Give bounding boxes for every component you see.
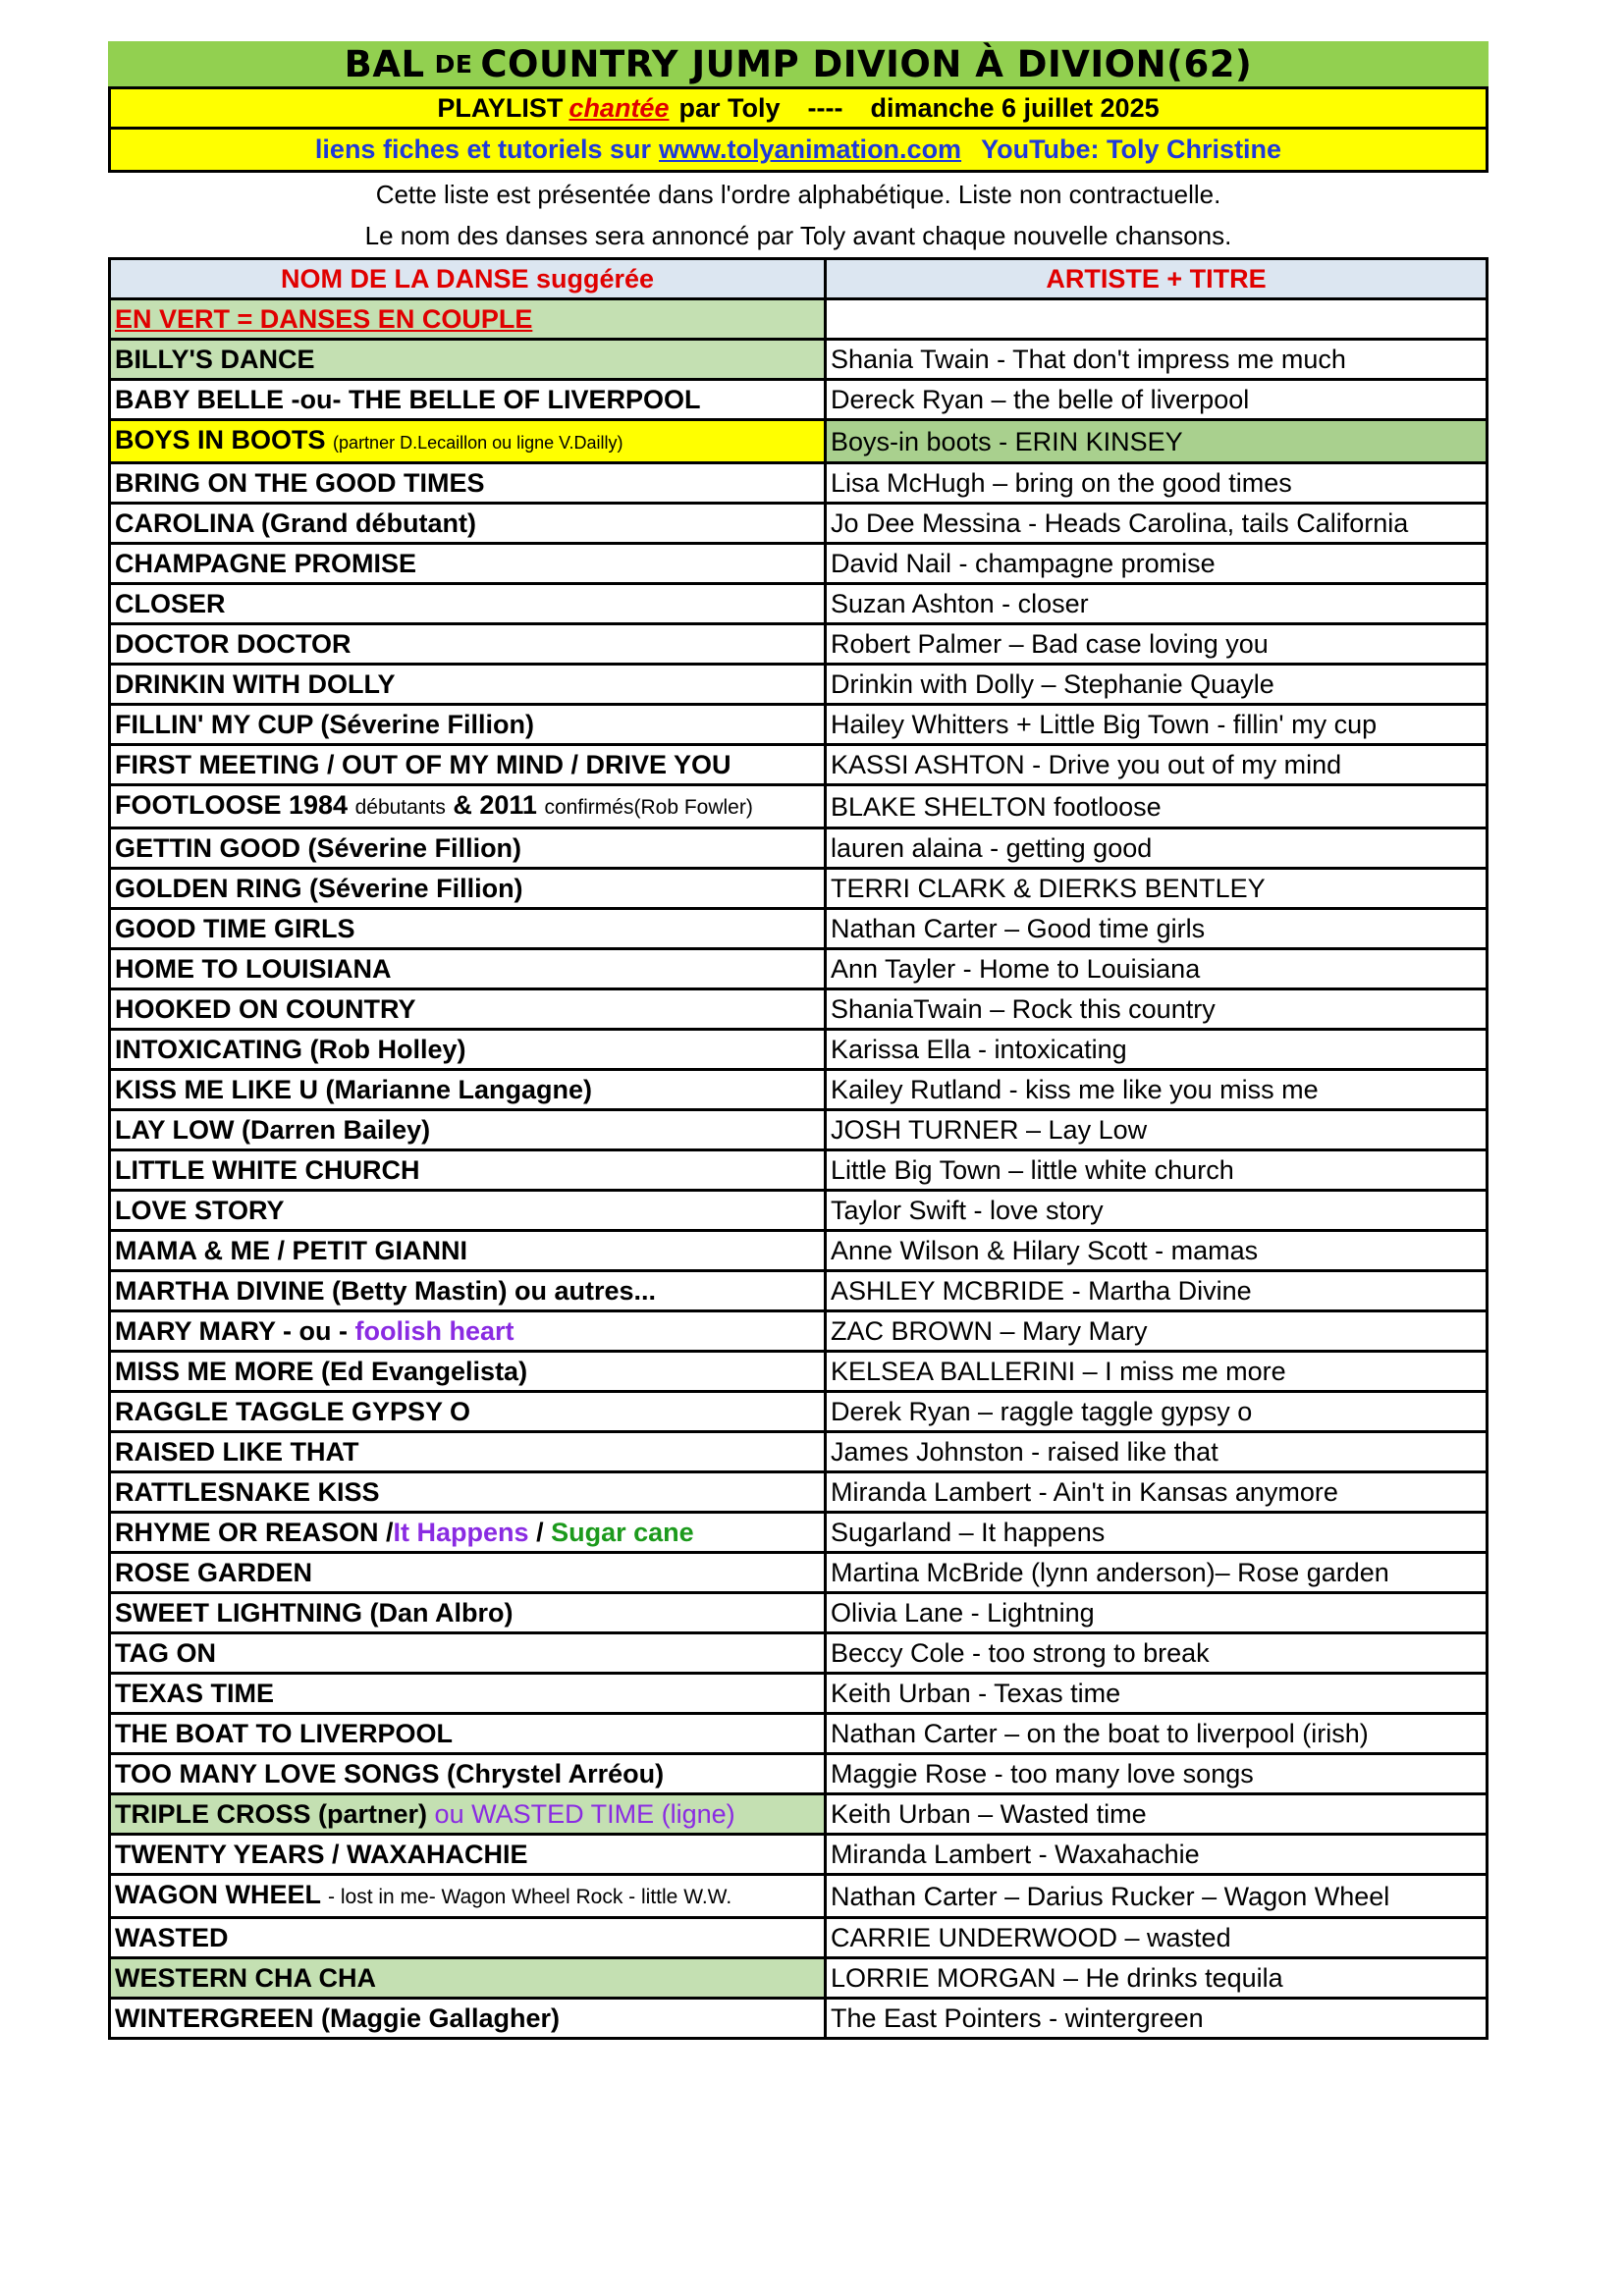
artist-cell: Nathan Carter – Darius Rucker – Wagon Wheel xyxy=(826,1875,1488,1918)
artist-cell: Maggie Rose - too many love songs xyxy=(826,1754,1488,1794)
artist-cell: KASSI ASHTON - Drive you out of my mind xyxy=(826,745,1488,785)
dance-cell: SWEET LIGHTNING (Dan Albro) xyxy=(110,1593,826,1633)
table-row xyxy=(110,989,1488,1030)
table-row xyxy=(110,1794,1488,1835)
playlist-sheet xyxy=(108,41,1489,2040)
artist-cell: lauren alaina - getting good xyxy=(826,828,1488,869)
dance-cell: DOCTOR DOCTOR xyxy=(110,624,826,665)
table-row xyxy=(110,1110,1488,1150)
table-row xyxy=(110,949,1488,989)
dance-cell: MAMA & ME / PETIT GIANNI xyxy=(110,1231,826,1271)
artist-cell: Sugarland – It happens xyxy=(826,1513,1488,1553)
dance-level-2: confirmés(Rob Fowler) xyxy=(544,796,753,819)
dance-name: WAGON WHEEL xyxy=(115,1880,321,1909)
dance-cell: MISS ME MORE (Ed Evangelista) xyxy=(110,1352,826,1392)
dance-cell: WESTERN CHA CHA xyxy=(110,1958,826,1999)
artist-cell: LORRIE MORGAN – He drinks tequila xyxy=(826,1958,1488,1999)
website-link[interactable]: www.tolyanimation.com xyxy=(659,134,962,164)
artist-cell: Little Big Town – little white church xyxy=(826,1150,1488,1191)
dance-cell: TWENTY YEARS / WAXAHACHIE xyxy=(110,1835,826,1875)
dance-alt-name-1: It Happens xyxy=(393,1518,529,1547)
table-row xyxy=(110,1191,1488,1231)
dance-cell: LOVE STORY xyxy=(110,1191,826,1231)
artist-cell: KELSEA BALLERINI – I miss me more xyxy=(826,1352,1488,1392)
youtube-label: YouTube: Toly Christine xyxy=(981,134,1282,164)
table-row xyxy=(110,504,1488,544)
dance-name: MARY MARY - ou - xyxy=(115,1316,348,1346)
table-row xyxy=(110,1999,1488,2039)
dance-cell: INTOXICATING (Rob Holley) xyxy=(110,1030,826,1070)
column-header-artist: ARTISTE + TITRE xyxy=(826,259,1488,299)
note-announcement: Le nom des danses sera annoncé par Toly avant chaque nouvelle chansons. xyxy=(364,221,1232,250)
artist-cell: ShaniaTwain – Rock this country xyxy=(826,989,1488,1030)
artist-cell: Robert Palmer – Bad case loving you xyxy=(826,624,1488,665)
artist-cell: Kailey Rutland - kiss me like you miss me xyxy=(826,1070,1488,1110)
artist-cell: Lisa McHugh – bring on the good times xyxy=(826,463,1488,504)
table-row xyxy=(110,828,1488,869)
couple-legend-text: EN VERT = DANSES EN COUPLE xyxy=(115,304,533,334)
artist-cell: ASHLEY MCBRIDE - Martha Divine xyxy=(826,1271,1488,1311)
table-row xyxy=(110,869,1488,909)
artist-cell: Suzan Ashton - closer xyxy=(826,584,1488,624)
artist-cell: Taylor Swift - love story xyxy=(826,1191,1488,1231)
dance-cell: RAGGLE TAGGLE GYPSY O xyxy=(110,1392,826,1432)
table-row xyxy=(110,624,1488,665)
dance-alt-name-2: Sugar cane xyxy=(551,1518,694,1547)
dance-cell: BRING ON THE GOOD TIMES xyxy=(110,463,826,504)
dance-note: - lost in me- Wagon Wheel Rock - little W.W. xyxy=(328,1886,732,1908)
dance-cell: BABY BELLE -ou- THE BELLE OF LIVERPOOL xyxy=(110,380,826,420)
table-row xyxy=(110,1472,1488,1513)
dance-cell: LAY LOW (Darren Bailey) xyxy=(110,1110,826,1150)
table-row xyxy=(110,1352,1488,1392)
artist-cell: Ann Tayler - Home to Louisiana xyxy=(826,949,1488,989)
table-row xyxy=(110,1918,1488,1958)
dance-name: FOOTLOOSE 1984 xyxy=(115,790,349,820)
table-row xyxy=(110,785,1488,828)
dance-cell: BILLY'S DANCE xyxy=(110,340,826,380)
playlist-par: par Toly xyxy=(678,92,781,123)
playlist-chantee: chantée xyxy=(568,92,670,123)
dance-cell: GETTIN GOOD (Séverine Fillion) xyxy=(110,828,826,869)
table-row xyxy=(110,665,1488,705)
dance-cell: TOO MANY LOVE SONGS (Chrystel Arréou) xyxy=(110,1754,826,1794)
artist-cell: Shania Twain - That don't impress me much xyxy=(826,340,1488,380)
playlist-label: PLAYLIST xyxy=(437,92,564,123)
artist-cell: James Johnston - raised like that xyxy=(826,1432,1488,1472)
dance-cell: TEXAS TIME xyxy=(110,1674,826,1714)
table-row xyxy=(110,1674,1488,1714)
dance-cell xyxy=(110,1513,826,1553)
table-row xyxy=(110,1070,1488,1110)
table-row xyxy=(110,1958,1488,1999)
artist-cell: Martina McBride (lynn anderson)– Rose garden xyxy=(826,1553,1488,1593)
table-row xyxy=(110,1714,1488,1754)
table-row xyxy=(110,463,1488,504)
table-row xyxy=(110,705,1488,745)
title-part1: BAL xyxy=(344,42,425,85)
table-row xyxy=(110,745,1488,785)
dance-alt-name: foolish heart xyxy=(354,1316,514,1346)
table-row xyxy=(110,544,1488,584)
table-row xyxy=(110,1150,1488,1191)
table-row xyxy=(110,1754,1488,1794)
dance-cell: KISS ME LIKE U (Marianne Langagne) xyxy=(110,1070,826,1110)
dance-separator: / xyxy=(528,1518,552,1547)
playlist-separator: ---- xyxy=(807,92,843,123)
dance-name-2: & 2011 xyxy=(453,790,537,820)
table-row xyxy=(110,1513,1488,1553)
dance-cell: TAG ON xyxy=(110,1633,826,1674)
table-row xyxy=(110,380,1488,420)
artist-cell: Olivia Lane - Lightning xyxy=(826,1593,1488,1633)
dance-name: TRIPLE CROSS (partner) xyxy=(115,1799,428,1829)
playlist-date: dimanche 6 juillet 2025 xyxy=(870,92,1160,123)
dance-cell xyxy=(110,785,826,828)
column-header-dance: NOM DE LA DANSE suggérée xyxy=(110,259,826,299)
dance-cell xyxy=(110,420,826,463)
table-row xyxy=(110,1311,1488,1352)
artist-cell: CARRIE UNDERWOOD – wasted xyxy=(826,1918,1488,1958)
dance-level-1: débutants xyxy=(354,796,446,819)
artist-cell: Karissa Ella - intoxicating xyxy=(826,1030,1488,1070)
artist-cell: Beccy Cole - too strong to break xyxy=(826,1633,1488,1674)
title-small: DE xyxy=(434,49,473,79)
dance-name: RHYME OR REASON / xyxy=(115,1518,394,1547)
dance-cell: HOME TO LOUISIANA xyxy=(110,949,826,989)
dance-cell xyxy=(110,1311,826,1352)
artist-cell: Hailey Whitters + Little Big Town - fillin' my cup xyxy=(826,705,1488,745)
dance-cell: LITTLE WHITE CHURCH xyxy=(110,1150,826,1191)
artist-cell: Dereck Ryan – the belle of liverpool xyxy=(826,380,1488,420)
table-row xyxy=(110,1875,1488,1918)
artist-cell: JOSH TURNER – Lay Low xyxy=(826,1110,1488,1150)
note-alphabetical: Cette liste est présentée dans l'ordre alphabétique. Liste non contractuelle. xyxy=(375,180,1221,209)
artist-cell: Nathan Carter – on the boat to liverpool (irish) xyxy=(826,1714,1488,1754)
artist-cell: TERRI CLARK & DIERKS BENTLEY xyxy=(826,869,1488,909)
table-row xyxy=(110,1231,1488,1271)
table-row xyxy=(110,340,1488,380)
dance-cell: HOOKED ON COUNTRY xyxy=(110,989,826,1030)
artist-cell: Jo Dee Messina - Heads Carolina, tails California xyxy=(826,504,1488,544)
table-row xyxy=(110,1633,1488,1674)
links-banner xyxy=(108,130,1489,173)
playlist-table xyxy=(108,257,1489,2040)
dance-cell: ROSE GARDEN xyxy=(110,1553,826,1593)
table-row xyxy=(110,1271,1488,1311)
couple-legend-row xyxy=(110,299,1488,340)
artist-cell: BLAKE SHELTON footloose xyxy=(826,785,1488,828)
dance-cell xyxy=(110,1794,826,1835)
table-row xyxy=(110,909,1488,949)
dance-note: (partner D.Lecaillon ou ligne V.Dailly) xyxy=(333,433,623,453)
dance-cell: RATTLESNAKE KISS xyxy=(110,1472,826,1513)
couple-legend xyxy=(110,299,826,340)
dance-cell: DRINKIN WITH DOLLY xyxy=(110,665,826,705)
dance-cell: WASTED xyxy=(110,1918,826,1958)
links-label: liens fiches et tutoriels sur xyxy=(314,134,652,164)
dance-alt-name: ou WASTED TIME (ligne) xyxy=(434,1799,735,1829)
artist-cell: Keith Urban – Wasted time xyxy=(826,1794,1488,1835)
table-row xyxy=(110,1030,1488,1070)
dance-cell: CLOSER xyxy=(110,584,826,624)
dance-cell: GOOD TIME GIRLS xyxy=(110,909,826,949)
page-title xyxy=(108,41,1489,86)
artist-cell: The East Pointers - wintergreen xyxy=(826,1999,1488,2039)
table-row xyxy=(110,1392,1488,1432)
artist-cell: Derek Ryan – raggle taggle gypsy o xyxy=(826,1392,1488,1432)
artist-cell: Anne Wilson & Hilary Scott - mamas xyxy=(826,1231,1488,1271)
artist-cell: Drinkin with Dolly – Stephanie Quayle xyxy=(826,665,1488,705)
dance-cell: GOLDEN RING (Séverine Fillion) xyxy=(110,869,826,909)
artist-cell: David Nail - champagne promise xyxy=(826,544,1488,584)
playlist-banner xyxy=(108,86,1489,130)
dance-cell xyxy=(110,1875,826,1918)
dance-cell: FIRST MEETING / OUT OF MY MIND / DRIVE YOU xyxy=(110,745,826,785)
artist-cell: Miranda Lambert - Ain't in Kansas anymore xyxy=(826,1472,1488,1513)
table-row xyxy=(110,1835,1488,1875)
dance-cell: THE BOAT TO LIVERPOOL xyxy=(110,1714,826,1754)
table-row xyxy=(110,1593,1488,1633)
artist-cell: ZAC BROWN – Mary Mary xyxy=(826,1311,1488,1352)
title-part2: COUNTRY JUMP DIVION À DIVION(62) xyxy=(480,42,1253,85)
dance-cell: MARTHA DIVINE (Betty Mastin) ou autres... xyxy=(110,1271,826,1311)
artist-cell: Nathan Carter – Good time girls xyxy=(826,909,1488,949)
artist-cell: Keith Urban - Texas time xyxy=(826,1674,1488,1714)
artist-cell: Miranda Lambert - Waxahachie xyxy=(826,1835,1488,1875)
dance-cell: FILLIN' MY CUP (Séverine Fillion) xyxy=(110,705,826,745)
dance-cell: RAISED LIKE THAT xyxy=(110,1432,826,1472)
table-row xyxy=(110,1553,1488,1593)
table-row xyxy=(110,420,1488,463)
dance-cell: CAROLINA (Grand débutant) xyxy=(110,504,826,544)
table-header-row xyxy=(110,259,1488,299)
dance-cell: CHAMPAGNE PROMISE xyxy=(110,544,826,584)
couple-legend-empty xyxy=(826,299,1488,340)
dance-name: BOYS IN BOOTS xyxy=(115,425,326,454)
table-row xyxy=(110,584,1488,624)
artist-cell: Boys-in boots - ERIN KINSEY xyxy=(826,420,1488,463)
dance-cell: WINTERGREEN (Maggie Gallagher) xyxy=(110,1999,826,2039)
table-row xyxy=(110,1432,1488,1472)
